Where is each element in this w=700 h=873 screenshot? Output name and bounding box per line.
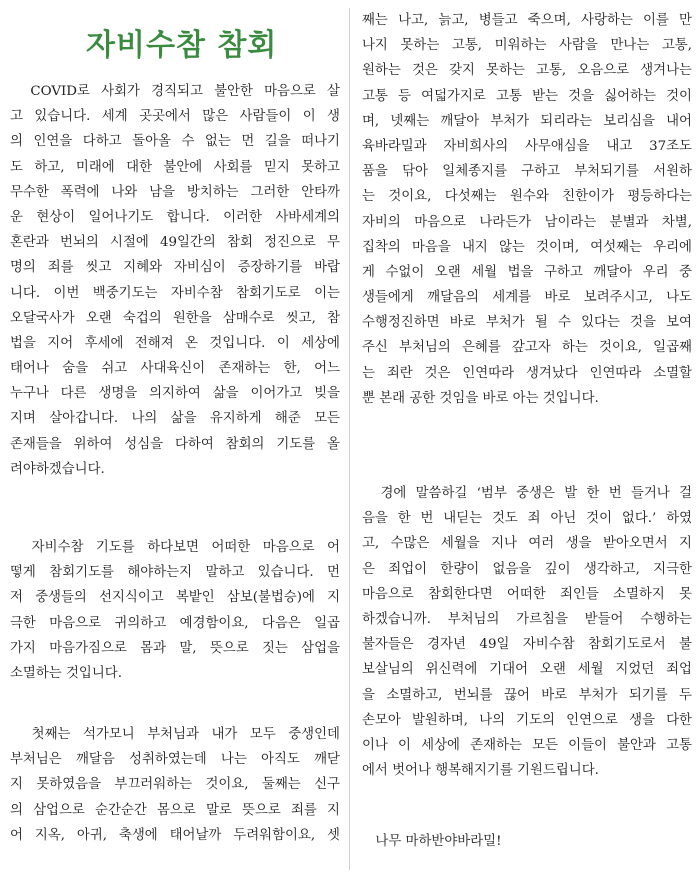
text-line: 려야하겠습니다. — [10, 461, 105, 477]
text-line: 오달국사가 오랜 숙겁의 원한을 삼매수로 씻고, 참 — [10, 310, 340, 326]
text-line: 도 하고, 미래에 대한 불안에 사회를 믿지 못하고 — [10, 159, 340, 175]
text-line: 육바라밀과 자비희사의 사무애심을 내고 37조도 — [362, 138, 692, 154]
text-line: 누구나 다른 생명을 의지하여 삶을 이어가고 빚을 — [10, 386, 340, 402]
column-divider — [349, 8, 350, 870]
paragraph-seven-minds — [10, 722, 340, 848]
paragraph-seven-minds-continued — [362, 8, 692, 411]
text-line: 가지 마음가짐으로 몸과 말, 뜻으로 짓는 삼업을 — [10, 640, 340, 656]
text-line: 의 인연을 다하고 돌아올 수 없는 먼 길을 떠나기 — [10, 134, 340, 150]
text-line: 고통 등 여덟가지로 고통 받는 것을 싫어하는 것이 — [362, 88, 692, 104]
text-line: 명의 죄를 씻고 지혜와 자비심이 증장하기를 바랍 — [10, 260, 340, 276]
text-line: 어 지옥, 아귀, 축생에 태어날까 두려워함이요, 셋 — [10, 827, 340, 843]
text-line: 혼란과 번뇌의 시절에 49일간의 참회 정진으로 무 — [10, 235, 340, 251]
text-line: 자비의 마음으로 나라든가 남이라는 분별과 차별, — [362, 214, 692, 230]
text-line: 태어나 숨을 쉬고 사대육신이 존재하는 한, 어느 — [10, 361, 340, 377]
text-line: 하겠습니까. 부처님의 가르침을 받들어 수행하는 — [362, 611, 692, 627]
text-line: 경에 말씀하길 ‘범부 중생은 발 한 번 들거나 걸 — [362, 486, 692, 501]
paragraph-prayer-method — [10, 535, 340, 686]
text-line: 보살님의 위신력에 기대어 오랜 세월 지었던 죄업 — [362, 662, 692, 678]
text-line: 손모아 발원하며, 나의 기도의 인연으로 생을 다한 — [362, 712, 692, 728]
text-line: 에서 벗어나 행복해지기를 기원드립니다. — [362, 763, 599, 779]
article-title: 자비수참 참회 — [86, 28, 278, 63]
text-line: 이나 이 세상에 존재하는 모든 이들이 불안과 고통 — [362, 737, 692, 753]
text-line: 는 죄란 것은 인연따라 생겨났다 인연따라 소멸할 — [362, 365, 692, 381]
text-line: 지 못하였음을 부끄러워하는 것이요, 둘째는 신구 — [10, 777, 340, 793]
text-line: 존재들을 위하여 성심을 다하여 참회의 기도를 올 — [10, 436, 340, 452]
text-line: 떻게 참회기도를 해야하는지 말하고 있습니다. 먼 — [10, 565, 340, 581]
text-line: 은 죄업이 한량이 없음을 깊이 생각하고, 지극한 — [362, 561, 692, 577]
text-line: 의 삼업으로 순간순간 몸으로 말로 뜻으로 죄를 지 — [10, 802, 340, 818]
text-line: 나지 못하는 고통, 미워하는 사람을 만나는 고통, — [362, 38, 692, 54]
closing-line: 나무 마하반야바라밀! — [362, 834, 502, 849]
text-line: 원하는 것은 갖지 못하는 고통, 오음으로 생겨나는 — [362, 63, 692, 79]
paragraph-closing — [362, 829, 692, 854]
text-line: 자비수참 기도를 하다보면 어떠한 마음으로 어 — [10, 540, 340, 555]
text-line: 무수한 폭력에 나와 남을 방치하는 그러한 안타까 — [10, 184, 340, 200]
text-line: 음을 한 번 내딛는 것도 죄 아닌 것이 없다.’ 하였 — [362, 511, 692, 527]
text-line: 부처님은 깨달음 성취하였는데 나는 아직도 깨닫 — [10, 752, 340, 768]
text-line: 극한 마음으로 귀의하고 예경함이요, 다음은 일곱 — [10, 615, 340, 631]
text-line: 법을 지어 후세에 전해져 온 것입니다. 이 세상에 — [10, 335, 340, 351]
paragraph-intro — [10, 79, 340, 482]
text-line: 저 중생들의 선지식이고 복밭인 삼보(불법승)에 지 — [10, 590, 340, 606]
paragraph-scripture-quote — [362, 481, 692, 783]
text-line: 첫째는 석가모니 부처님과 내가 모두 중생인데 — [10, 727, 340, 742]
text-line: 소멸하는 것입니다. — [10, 665, 122, 681]
text-line: 수행정진하면 바로 부처가 될 수 있다는 것을 보여 — [362, 315, 692, 331]
text-line: 째는 나고, 늙고, 병들고 죽으며, 사랑하는 이를 만 — [362, 13, 692, 28]
text-line: 는 것이요, 다섯째는 원수와 친한이가 평등하다는 — [362, 189, 692, 205]
text-line: 운 현상이 일어나기도 합니다. 이러한 사바세계의 — [10, 209, 340, 225]
text-line: 며, 넷째는 깨달아 부처가 되리라는 보리심을 내어 — [362, 113, 692, 129]
text-line: 고 있습니다. 세계 곳곳에서 많은 사람들이 이 생 — [10, 109, 340, 125]
text-line: COVID로 사회가 경직되고 불안한 마음으로 살 — [10, 84, 340, 99]
text-line: 고, 수많은 세월을 지나 여러 생을 받아오면서 지 — [362, 536, 692, 552]
text-line: 주신 부처님의 은혜를 갚고자 하는 것이요, 일곱째 — [362, 340, 692, 356]
text-line: 집착의 마음을 내지 않는 것이며, 여섯째는 우리에 — [362, 239, 692, 255]
text-line: 생들에게 깨달음의 세계를 바로 보려주시고, 나도 — [362, 290, 692, 306]
text-line: 품을 닦아 일체종지를 구하고 부처되기를 서원하 — [362, 164, 692, 180]
text-line: 뿐 본래 공한 것임을 바로 아는 것입니다. — [362, 390, 599, 406]
text-line: 니다. 이번 백중기도는 자비수참 참회기도로 이는 — [10, 285, 340, 301]
text-line: 마음으로 참회한다면 어떠한 죄인들 소멸하지 못 — [362, 586, 692, 602]
text-line: 게 수없이 오랜 세월 법을 구하고 깨달아 우리 중 — [362, 264, 692, 280]
text-line: 지며 살아갑니다. 나의 삶을 유지하게 해준 모든 — [10, 411, 340, 427]
text-line: 불자들은 경자년 49일 자비수참 참회기도로서 불 — [362, 637, 692, 653]
text-line: 을 소멸하고, 번뇌를 끊어 바로 부처가 되기를 두 — [362, 687, 692, 703]
